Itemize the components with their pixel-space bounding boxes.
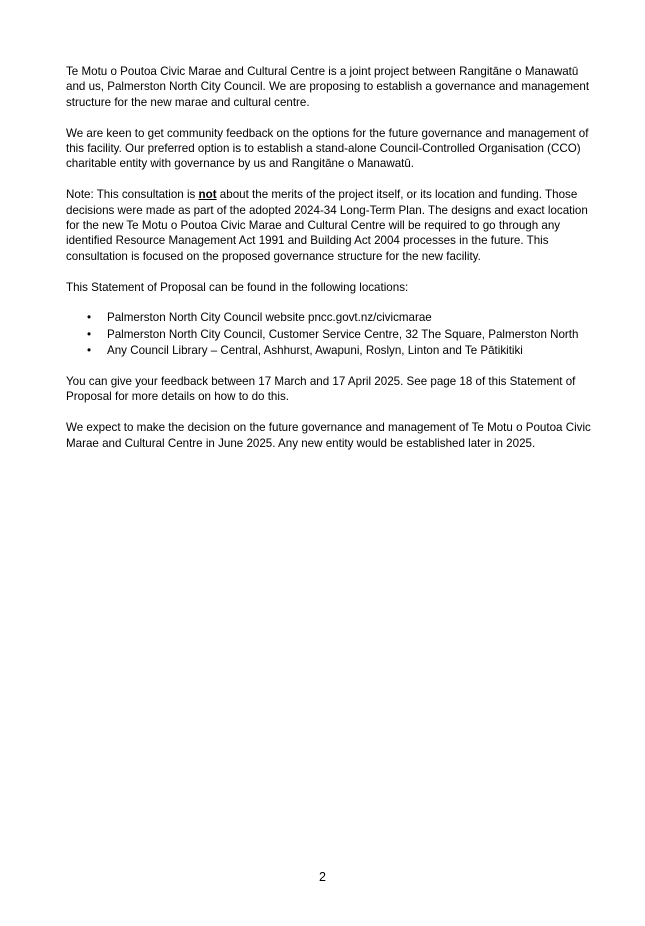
bullet-icon: • bbox=[87, 327, 92, 341]
list-item bbox=[66, 327, 591, 342]
note-paragraph bbox=[66, 187, 591, 264]
location-library: Any Council Library – Central, Ashhurst, Awapuni, Roslyn, Linton and Te Pātikitiki bbox=[107, 344, 523, 358]
intro-paragraph: Te Motu o Poutoa Civic Marae and Cultural Centre is a joint project between Rangitāne o Manawatū and us, Palmerston North City Council. We are proposing to establish a governance and management structure for the new marae and cultural centre. bbox=[66, 65, 590, 109]
feedback-paragraph: We are keen to get community feedback on the options for the future governance and management of this facility. Our preferred option is to establish a stand-alone Council-Controlled Organisation (CCO) charitable entity with governance by us and Rangitāne o Manawatū. bbox=[66, 126, 589, 171]
bullet-icon: • bbox=[87, 344, 92, 358]
location-website: Palmerston North City Council website pncc.govt.nz/civicmarae bbox=[107, 311, 432, 325]
page-number: 2 bbox=[319, 870, 326, 884]
list-item bbox=[66, 343, 591, 358]
dates-paragraph: You can give your feedback between 17 March and 17 April 2025. See page 18 of this Statement of Proposal for more details on how to do this. bbox=[66, 375, 576, 404]
list-item bbox=[66, 310, 591, 325]
bullet-icon: • bbox=[87, 311, 92, 325]
location-service-centre: Palmerston North City Council, Customer Service Centre, 32 The Square, Palmerston North bbox=[107, 327, 579, 341]
document-page bbox=[66, 64, 591, 466]
decision-paragraph: We expect to make the decision on the future governance and management of Te Motu o Poutoa Civic Marae and Cultural Centre in June 2025. Any new entity would be established later in 2025. bbox=[66, 421, 591, 450]
locations-intro-paragraph: This Statement of Proposal can be found in the following locations: bbox=[66, 280, 409, 294]
note-text-end: about the merits of the project itself, or its location and funding. Those decisions were made as part of the adopted 2024-34 Long-Term Plan. The designs and exact location for the new Te Motu o Poutoa Civic Marae and Cultural Centre will be required to go through any identified Resource Management Act 1991 and Building Act 2004 processes in the future. This consultation is focused on the proposed governance structure for the new facility. bbox=[66, 188, 588, 263]
note-text-start: Note: This consultation is bbox=[66, 188, 199, 202]
note-emphasis: not bbox=[198, 188, 217, 202]
locations-list bbox=[66, 310, 591, 358]
